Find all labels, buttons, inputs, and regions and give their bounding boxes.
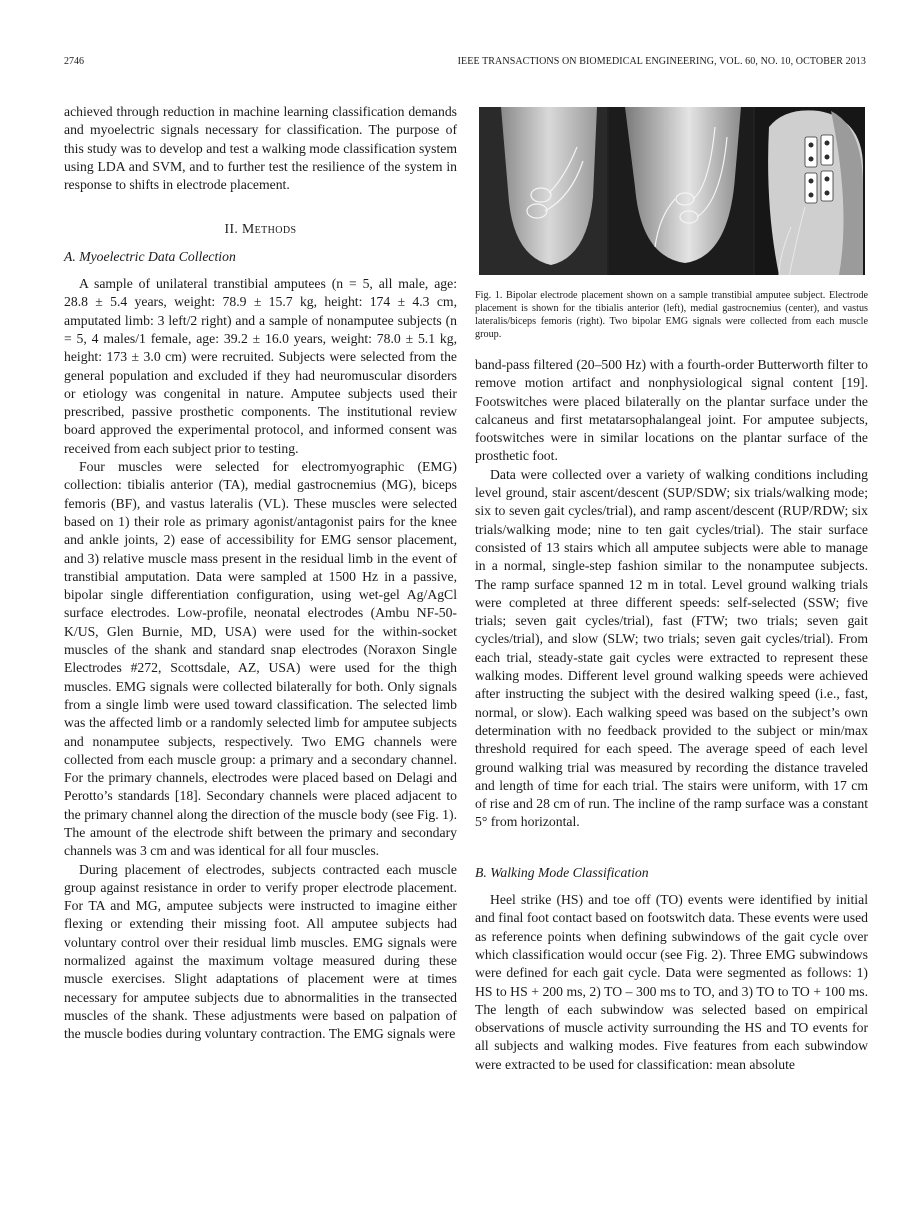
paragraph-electrode-placement: During placement of electrodes, subjects contracted each muscle group against resistance in order to verify proper electrode placement. For TA and MG, amputee subjects were instructed to imagine either flexing or extending their missing foot. All amputee subjects had voluntary control over their residual limb muscles. EMG signals were normalized against the maximum voltage measured during these muscle exercises. Slight adaptations of placement were at times necessary for amputee subjects due to abnormalities in the transected muscles of the shank. These adjustments were based on palpation of the muscle bodies during voluntary contraction. The EMG signals were <box>64 861 457 1042</box>
paragraph-filtering: band-pass filtered (20–500 Hz) with a fourth-order Butterworth filter to remove motion artifact and nonphysiological signal content [19]. Footswitches were placed bilaterally on the plantar surface under the calcaneus and first metatarsophalangeal joint. For amputee subjects, footswitches were in similar locations on the plantar surface of the prosthetic foot. <box>475 357 868 464</box>
subsection-title-b: B. Walking Mode Classification <box>475 864 649 880</box>
figure-electrode-photo <box>479 107 865 275</box>
subsection-title-a: A. Myoelectric Data Collection <box>64 248 236 264</box>
left-column <box>64 103 457 1044</box>
paragraph-subjects: A sample of unilateral transtibial amputees (n = 5, all male, age: 28.8 ± 5.4 years, weight: 78.9 ± 15.7 kg, height: 174 ± 4.3 cm, amputated limb: 3 left/2 right) and a sample of nonamputee subjects (n = 5, 4 males/1 female, age: 39.2 ± 16.0 years, weight: 78.0 ± 5.1 kg, height: 173 ± 3.0 cm) were recruited. Subjects were selected from the general population and excluded if they had neuromuscular disorders or etiology was congenital in nature. Amputee subjects used their prescribed, passive prosthetic components. The institutional review board approved the experimental protocol, and informed consent was received from each subject prior to testing. <box>64 276 457 456</box>
figure-caption: Fig. 1. Bipolar electrode placement shown on a sample transtibial amputee subject. Electrode placement is shown for the tibialis anterior (left), medial gastrocnemius (center), and vastus lateralis/biceps femoris (right). Two bipolar EMG signals were collected from each muscle group. <box>475 290 868 340</box>
electrode-photo-illustration <box>479 107 865 275</box>
right-column <box>475 103 868 1074</box>
journal-header: IEEE TRANSACTIONS ON BIOMEDICAL ENGINEERING, VOL. 60, NO. 10, OCTOBER 2013 <box>457 56 866 67</box>
paragraph-walking-conditions: Data were collected over a variety of walking conditions including level ground, stair ascent/descent (SUP/SDW; six trials/walking mode; six to seven gait cycles/trial), and ramp ascent/descent (RUP/RDW; six trials/walking mode; nine to ten gait cycles/trial). The stair surface consisted of 13 stairs which all amputee subjects were able to manage in a normal, single-step fashion similar to the nonamputee subjects. The ramp surface spanned 12 m in total. Level ground walking trials were completed at three different speeds: self-selected (SSW; five trials; seven gait cycles/trial), fast (FTW; two trials; seven gait cycles/trial), and slow (SLW; two trials; seven gait cycles/trial). From each trial, steady-state gait cycles were extracted to represent these walking modes. Different level ground walking speeds were achieved after instructing the subject with the desired walking speed (i.e., fast, normal, or slow). Each walking speed was based on the subject’s own determination with no feedback provided to the subject or min/max threshold required for each speed. The average speed of each level ground walking trial was measured by recording the distance traveled and length of time for each trial. The stairs were uniform, with 17 cm of rise and 28 cm of run. The incline of the ramp surface was a constant 5° from horizontal. <box>475 466 868 830</box>
intro-paragraph-end: achieved through reduction in machine learning classification demands and myoelectric signals necessary for classification. The purpose of this study was to develop and test a walking mode classification system using LDA and SVM, and to further test the resilience of the system in response to shifts in electrode placement. <box>64 104 457 193</box>
section-title-methods: II. Methods <box>224 221 297 237</box>
page-number: 2746 <box>64 56 84 67</box>
paragraph-segmentation: Heel strike (HS) and toe off (TO) events were identified by initial and final foot contact based on footswitch data. These events were used as reference points when defining subwindows of the gait cycle over which classification would occur (see Fig. 2). Three EMG subwindows were defined for each gait cycle. Data were segmented as follows: 1) HS to HS + 200 ms, 2) TO – 300 ms to TO, and 3) TO to TO + 100 ms. The length of each subwindow was selected based on empirical observations of muscle activity surrounding the HS and TO events for all subjects and walking modes. Five features from each subwindow were extracted to be used for classification: mean absolute <box>475 892 868 1072</box>
paragraph-muscles: Four muscles were selected for electromyographic (EMG) collection: tibialis anterior (TA), medial gastrocnemius (MG), biceps femoris (BF), and vastus lateralis (VL). These muscles were selected based on 1) their role as primary agonist/antagonist pairs for the knee and ankle joints, 2) ease of accessibility for EMG sensor placement, and 3) relative muscle mass present in the residual limb in the event of transtibial amputation. Data were sampled at 1500 Hz in a passive, bipolar single differentiation configuration, using wet-gel Ag/AgCl surface electrodes. Low-profile, neonatal electrodes (Ambu NF-50-K/US, Glen Burnie, MD, USA) were used for the within-socket muscles of the shank and standard snap electrodes (Noraxon Single Electrodes #272, Scottsdale, AZ, USA) were used for the thigh muscles. EMG signals were collected bilaterally for both. Only signals from a single limb were used toward classification. The selected limb was the affected limb or a randomly selected limb for amputee subjects and nonamputee subjects, respectively. Two EMG channels were collected from each muscle group: a primary and a secondary channel. For the primary channels, electrodes were placed based on Delagi and Perotto’s standards [18]. Secondary channels were placed adjacent to the primary channel along the direction of the muscle body (see Fig. 1). The amount of the electrode shift between the primary and secondary channels was 3 cm and was identical for all four muscles. <box>64 459 457 859</box>
